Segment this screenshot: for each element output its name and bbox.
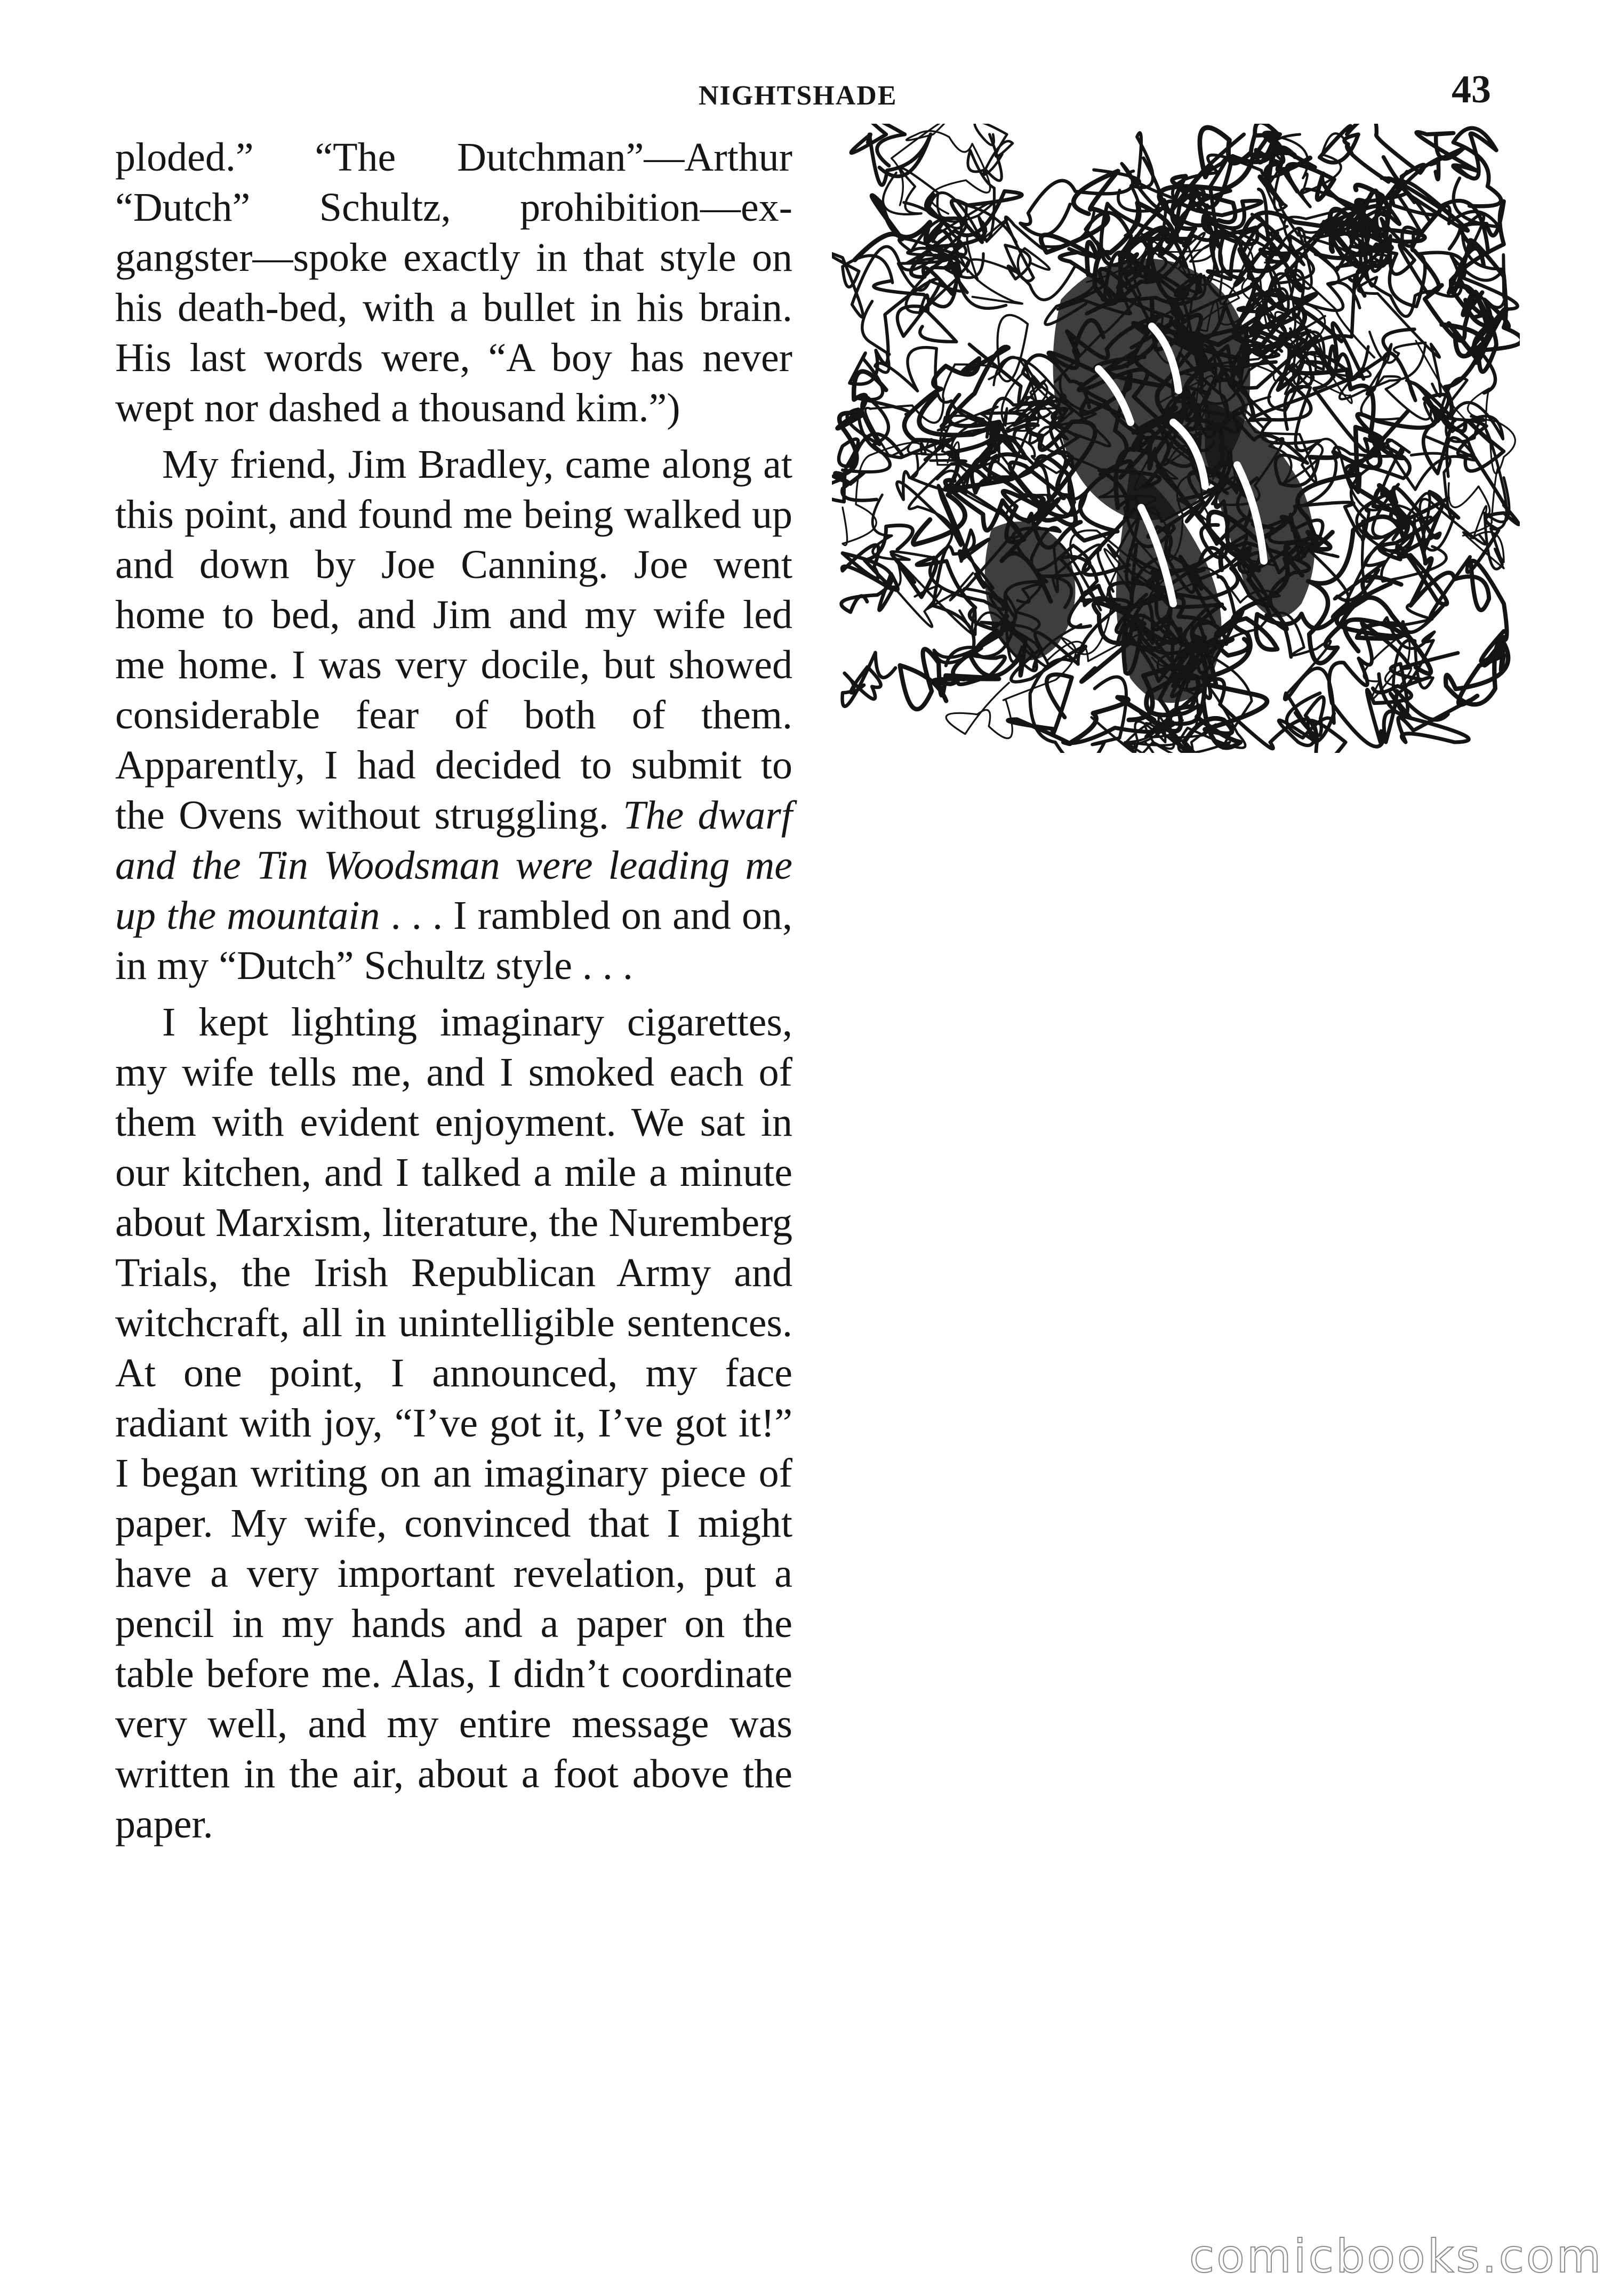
left-paragraph-1: ploded.” “The Dutchman”—Arthur “Dutch” Schultz, prohibition—ex-gangster—spoke exactly in that style on his death-bed, with a bullet in his brain. His last words were, “A boy has never wept nor dashed a thousand kim.”) [115, 135, 792, 430]
left-paragraph-2-italic: The dwarf and the Tin Woodsman were leading me up the mountain [115, 793, 792, 938]
left-paragraph-2-end: . . . I rambled on and on, in my “Dutch” Schultz style . . . [115, 893, 793, 988]
left-paragraph-2 [115, 439, 792, 991]
running-head: NIGHTSHADE [699, 81, 897, 111]
scribbled-figure-illustration-icon [832, 124, 1520, 753]
left-paragraph-3: I kept lighting imaginary cigarettes, my wife tells me, and I smoked each of them with evident enjoyment. We sat in our kitchen, and I talked a mile a minute about Marxism, literature, the Nuremberg Trials, the Irish Republican Army and witchcraft, all in unintelligible sentences. At one point, I announced, my face radiant with joy, “I’ve got it, I’ve got it!” I began writing on an imaginary piece of paper. My wife, convinced that I might have a very important revelation, put a pencil in my hands and a paper on the table before me. Alas, I didn’t coordinate very well, and my entire message was written in the air, about a foot above the paper. [115, 1000, 792, 1847]
left-column [115, 132, 792, 1856]
page-number: 43 [1452, 68, 1491, 111]
watermark-text: comicbooks.com [1189, 2230, 1604, 2283]
left-paragraph-2-start: My friend, Jim Bradley, came along at this point, and found me being walked up and down by Joe Canning. Joe went home to bed, and Jim and my wife led me home. I was very docile, but showed considerable fear of both of them. Apparently, I had decided to submit to the Ovens without struggling. [115, 442, 792, 838]
